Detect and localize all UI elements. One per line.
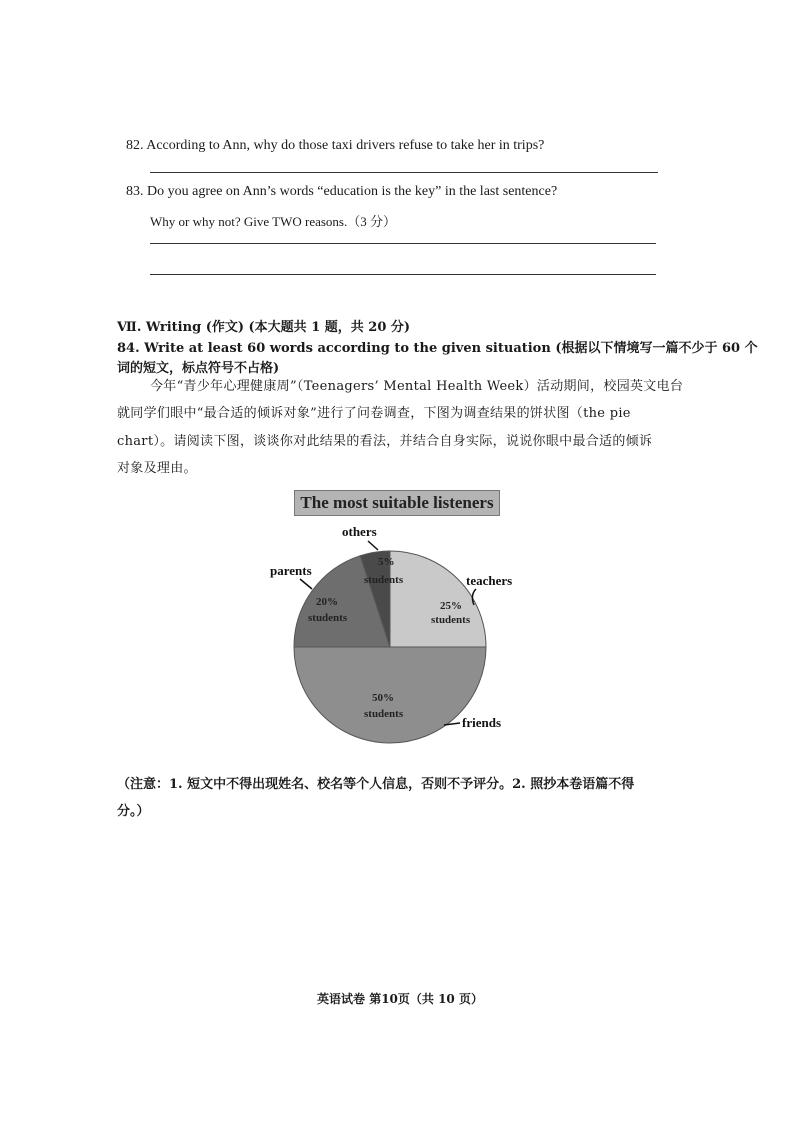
pie-chart xyxy=(240,515,560,750)
label-friends: friends xyxy=(462,715,501,730)
task-line-2: 词的短文，标点符号不占格) xyxy=(117,361,280,376)
question-83: 83. Do you agree on Ann’s words “education is the key” in the last sentence? xyxy=(126,184,558,199)
section-title: Ⅶ. Writing (作文) (本大题共 1 题，共 20 分) xyxy=(117,320,411,335)
question-83-sub: Why or why not? Give TWO reasons.（3 分） xyxy=(150,214,396,229)
label-parents: parents xyxy=(270,563,312,578)
prompt-line-1: 今年“青少年心理健康周”（Teenagers’ Mental Health Week）活动期间，校园英文电台 xyxy=(150,379,684,394)
leader-others xyxy=(368,541,378,550)
answer-line xyxy=(150,243,656,244)
leader-parents xyxy=(300,579,312,589)
note-line-2: 分。） xyxy=(117,804,150,819)
unit-parents: students xyxy=(308,612,348,624)
chart-title: The most suitable listeners xyxy=(294,490,500,516)
unit-others: students xyxy=(364,574,404,586)
note-line-1: （注意：1. 短文中不得出现姓名、校名等个人信息，否则不予评分。2. 照抄本卷语篇不得 xyxy=(117,777,635,792)
task-line-1: 84. Write at least 60 words according to the given situation (根据以下情境写一篇不少于 60 个 xyxy=(117,341,758,356)
label-teachers: teachers xyxy=(466,573,513,588)
prompt-line-2: 就同学们眼中“最合适的倾诉对象”进行了问卷调查，下图为调查结果的饼状图（the pie xyxy=(117,406,631,421)
unit-friends: students xyxy=(364,708,404,720)
answer-line xyxy=(150,274,656,275)
page-footer: 英语试卷 第10页（共 10 页） xyxy=(317,992,483,1006)
question-82: 82. According to Ann, why do those taxi drivers refuse to take her in trips? xyxy=(126,138,545,153)
slice-teachers xyxy=(390,551,486,647)
answer-line xyxy=(150,172,658,173)
unit-teachers: students xyxy=(431,614,471,626)
prompt-line-3: chart）。请阅读下图，谈谈你对此结果的看法，并结合自身实际，说说你眼中最合适的倾诉 xyxy=(117,434,653,449)
pct-friends: 50% xyxy=(372,692,394,704)
label-others: others xyxy=(342,524,377,539)
prompt-line-4: 对象及理由。 xyxy=(117,461,197,476)
pct-others: 5% xyxy=(378,556,395,568)
pct-teachers: 25% xyxy=(440,600,462,612)
pct-parents: 20% xyxy=(316,596,338,608)
